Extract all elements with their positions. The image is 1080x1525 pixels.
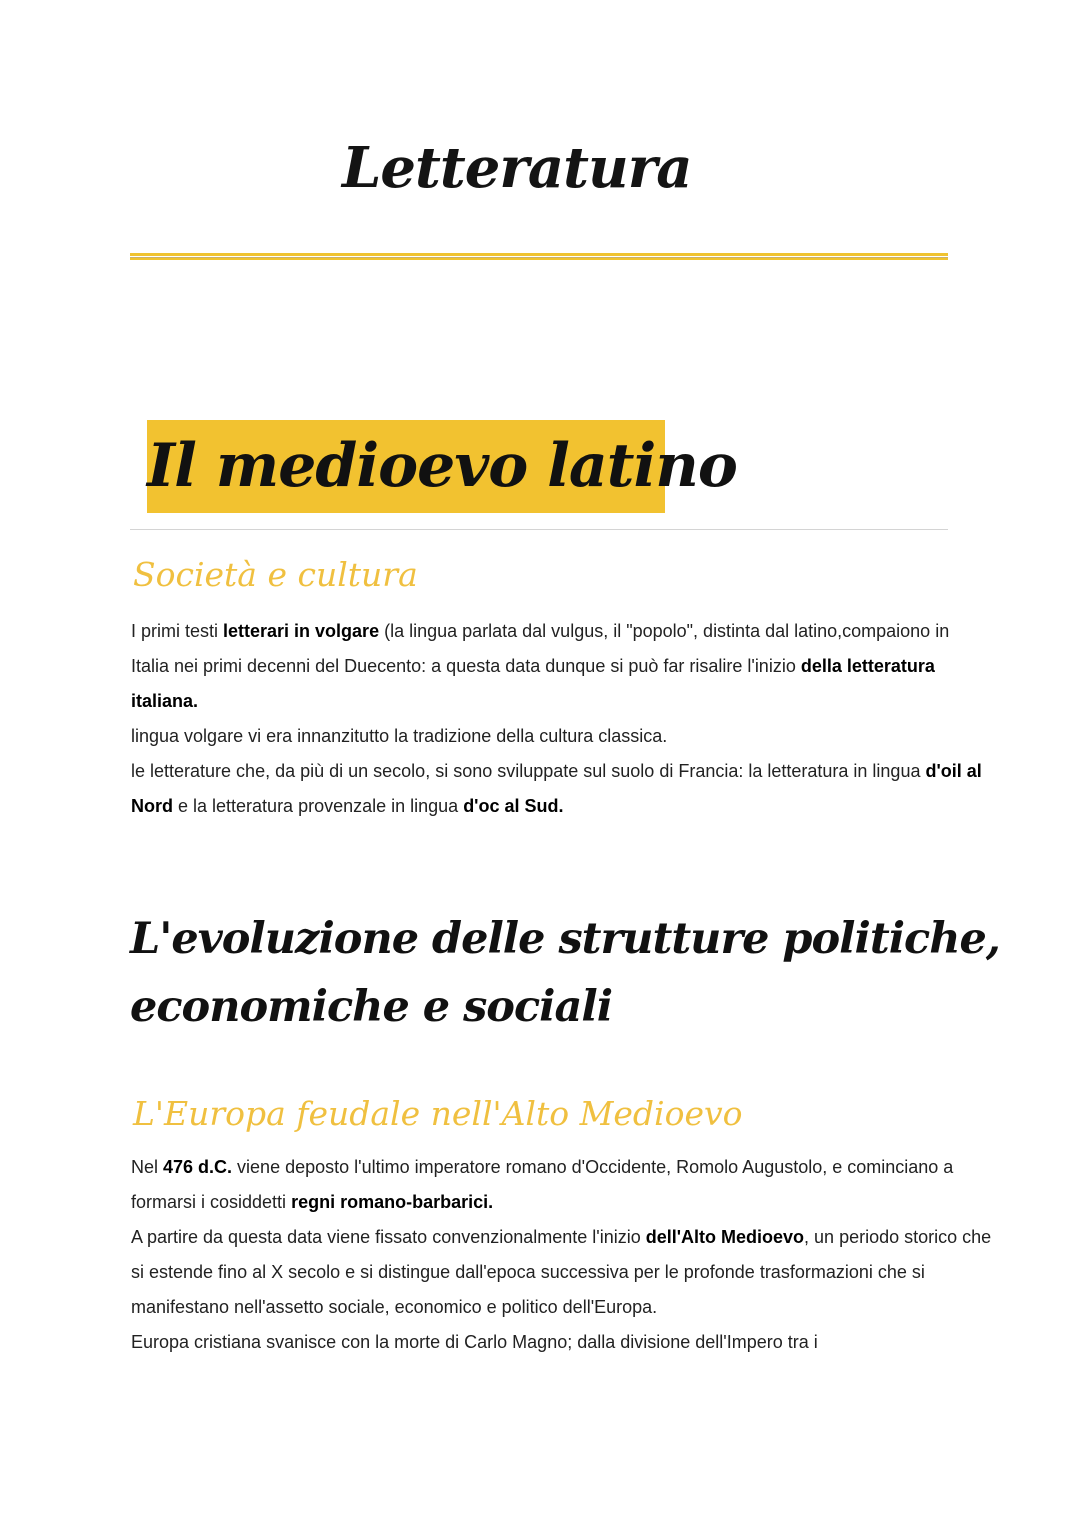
paragraph-societa	[131, 614, 982, 824]
page-title: Letteratura	[342, 135, 692, 201]
text-run: I primi testi	[131, 621, 224, 641]
text-line	[131, 754, 982, 789]
text-run: Nel	[131, 1157, 164, 1177]
bold-text: della letteratura	[800, 656, 935, 676]
title-divider	[130, 253, 948, 260]
bold-text: italiana.	[131, 691, 199, 711]
bold-text: Nord	[131, 796, 173, 816]
subheading-societa-cultura: Società e cultura	[133, 555, 418, 594]
subheading-europa-feudale: L'Europa feudale nell'Alto Medioevo	[133, 1094, 743, 1133]
text-line: manifestano nell'assetto sociale, economico e politico dell'Europa.	[131, 1297, 658, 1317]
text-run: formarsi i cosiddetti	[131, 1192, 292, 1212]
text-run: (la lingua parlata dal vulgus, il "popolo", distinta dal latino,compaiono in	[379, 621, 950, 641]
bold-text: letterari in volgare	[223, 621, 380, 641]
heading-line: economiche e sociali	[130, 982, 613, 1032]
text-run: A partire da questa data viene fissato convenzionalmente l'inizio	[131, 1227, 646, 1247]
bold-text: 476 d.C.	[163, 1157, 233, 1177]
text-line	[131, 1220, 992, 1255]
text-line	[131, 684, 961, 719]
text-line: Europa cristiana svanisce con la morte di Carlo Magno; dalla divisione dell'Impero tra i	[131, 1332, 818, 1352]
text-line	[131, 1185, 961, 1220]
section-heading-medioevo-latino: Il medioevo latino	[147, 420, 665, 513]
section-divider	[130, 529, 948, 530]
text-run: e la letteratura provenzale in lingua	[173, 796, 464, 816]
bold-text: dell'Alto Medioevo	[645, 1227, 805, 1247]
text-line	[131, 614, 961, 649]
bold-text: d'oil al	[925, 761, 982, 781]
text-line: lingua volgare vi era innanzitutto la tradizione della cultura classica.	[131, 726, 668, 746]
text-line: si estende fino al X secolo e si distingue dall'epoca successiva per le profonde trasformazioni che si	[131, 1262, 925, 1282]
bold-text: d'oc al Sud.	[463, 796, 564, 816]
paragraph-europa-feudale	[131, 1150, 992, 1360]
text-line	[131, 649, 961, 684]
text-run: viene deposto l'ultimo imperatore romano d'Occidente, Romolo Augustolo, e cominciano a	[232, 1157, 954, 1177]
text-run: , un periodo storico che	[804, 1227, 992, 1247]
heading-line: L'evoluzione delle strutture politiche,	[130, 914, 1000, 964]
text-run: le letterature che, da più di un secolo, si sono sviluppate sul suolo di Francia: la letteratura in lingua	[131, 761, 926, 781]
bold-text: regni romano-barbarici.	[291, 1192, 494, 1212]
text-run: Italia nei primi decenni del Duecento: a questa data dunque si può far risalire l'inizio	[131, 656, 801, 676]
text-line	[131, 789, 961, 824]
section-heading-evoluzione	[130, 905, 1000, 1041]
text-line	[131, 1150, 961, 1185]
